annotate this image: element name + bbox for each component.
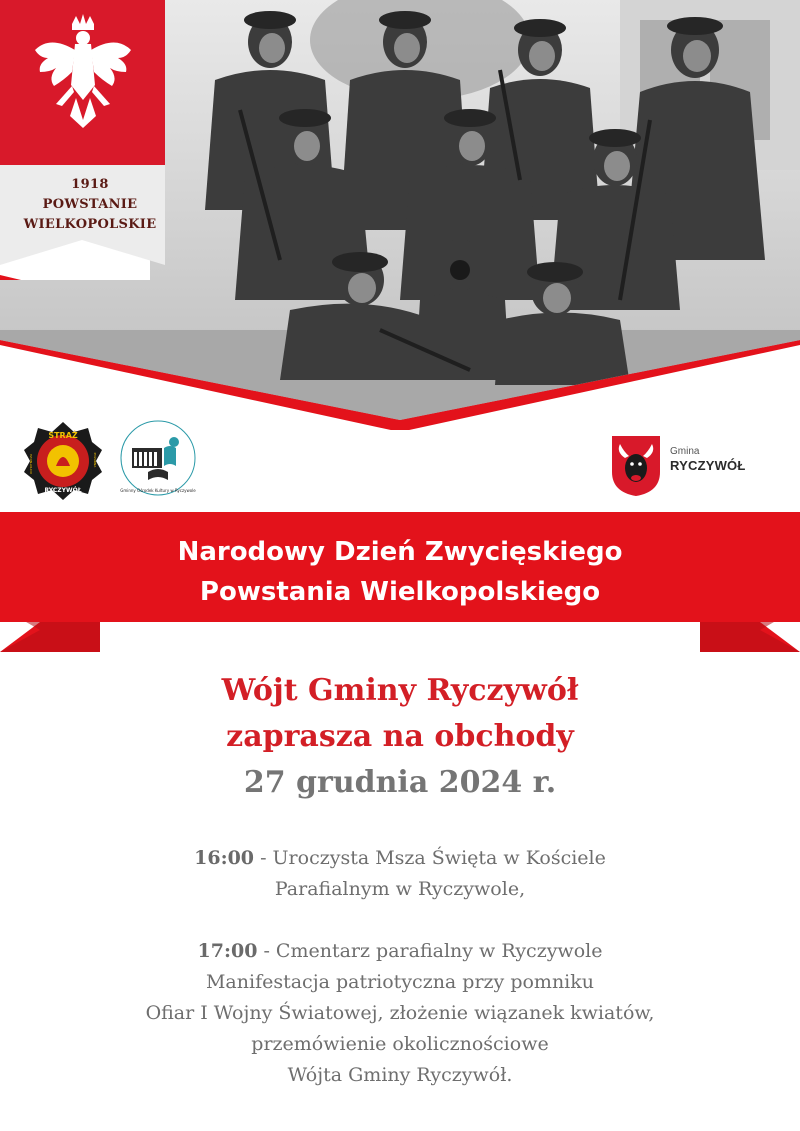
straz-bottom-text: RYCZYWÓŁ (44, 487, 82, 494)
banner-caption (0, 175, 180, 235)
ribbon-title-line2: Powstania Wielkopolskiego (199, 577, 601, 607)
event1-time: 16:00 (194, 847, 255, 869)
schedule (0, 843, 800, 1091)
gmina-coat-of-arms-icon (610, 434, 662, 498)
event2-line1 (0, 936, 800, 967)
gok-caption-text: Gminny Ośrodek Kultury w Ryczywole (120, 488, 196, 493)
event2-line5: Wójta Gminy Ryczywół. (287, 1064, 513, 1086)
event2-time: 17:00 (197, 940, 258, 962)
event2-desc: - Cmentarz parafialny w Ryczywole (257, 940, 603, 962)
fire-brigade-logo (22, 420, 104, 502)
invitation (0, 668, 800, 806)
gmina-title: RYCZYWÓŁ (670, 458, 746, 473)
invite-line2: zaprasza na obchody (226, 719, 574, 754)
banner-line1: POWSTANIE (42, 197, 138, 212)
straz-top-text: STRAŻ (48, 431, 78, 440)
event2-line4: przemówienie okolicznościowe (251, 1033, 549, 1055)
spacer (0, 905, 800, 936)
event2-line2: Manifestacja patriotyczna przy pomniku (205, 971, 595, 993)
straz-left-text: OCHOTNICZA (29, 453, 33, 475)
event1-line1 (0, 843, 800, 874)
invite-line1: Wójt Gminy Ryczywół (221, 673, 579, 708)
ribbon-title (0, 532, 800, 612)
event1-line2: Parafialnym w Ryczywole, (274, 878, 526, 900)
event2-line3: Ofiar I Wojny Światowej, złożenie wiązanek kwiatów, (145, 1002, 655, 1024)
eagle-banner (0, 0, 180, 280)
banner-year: 1918 (71, 177, 109, 192)
cultural-center-logo (118, 418, 198, 498)
event1-desc: - Uroczysta Msza Święta w Kościele (254, 847, 606, 869)
gmina-name (670, 446, 746, 474)
event-date: 27 grudnia 2024 r. (243, 765, 557, 800)
straz-right-text: POŻARNA (93, 452, 97, 468)
ribbon-title-line1: Narodowy Dzień Zwycięskiego (177, 537, 623, 567)
gmina-label: Gmina (670, 446, 700, 457)
banner-line2: WIELKOPOLSKIE (23, 217, 157, 232)
